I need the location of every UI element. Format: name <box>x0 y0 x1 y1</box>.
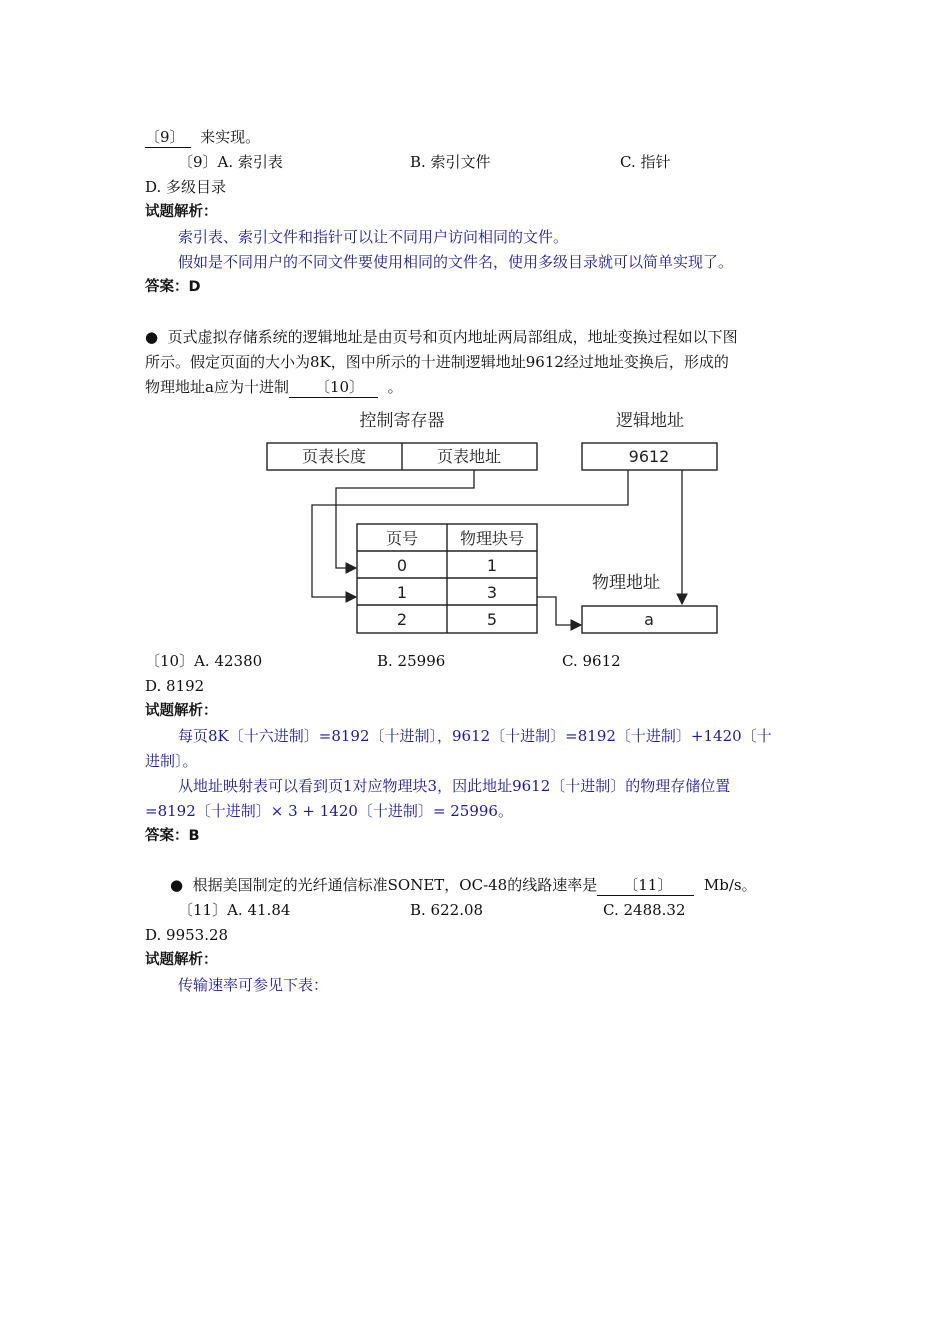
q9-option-d: D. 多级目录 <box>145 178 227 196</box>
q11-options <box>178 898 290 923</box>
logical-address-value: 9612 <box>628 447 670 466</box>
page-table-cell-block-2: 5 <box>486 610 498 629</box>
q11-stem-text: 根据美国制定的光纤通信标准SONET，OC-48的线路速率是 <box>192 876 598 894</box>
q9-stem-rest: 来实现。 <box>200 128 261 146</box>
q10-option-c: C. 9612 <box>562 652 621 670</box>
q9-option-b: B. 索引文件 <box>410 153 491 171</box>
page-table-cell-block-0: 1 <box>486 556 498 575</box>
q9-analysis-label: 试题解析： <box>145 204 218 220</box>
physical-address-title: 物理地址 <box>592 573 660 593</box>
q10-option-a: A. 42380 <box>194 652 263 670</box>
q10-answer: 答案：B <box>145 828 200 844</box>
q11-bullet: ● <box>170 876 184 894</box>
page-table-length-cell: 页表长度 <box>301 447 367 466</box>
page-table-cell-block-1: 3 <box>486 583 498 602</box>
q10-blank: 〔10〕 <box>289 378 378 398</box>
page-table-cell-page-1: 1 <box>396 583 408 602</box>
q11-option-a: A. 41.84 <box>227 901 291 919</box>
q10-stem-text-1: 页式虚拟存储系统的逻辑地址是由页号和页内地址两局部组成，地址变换过程如以下图 <box>167 328 738 346</box>
q9-answer: 答案：D <box>145 279 201 295</box>
q10-stem-text-3: 物理地址a应为十进制 <box>145 378 289 396</box>
q11-blank: 〔11〕 <box>597 876 694 896</box>
logical-address-title: 逻辑地址 <box>616 411 684 431</box>
block-number-arrow <box>537 597 581 625</box>
q9-analysis-line-1: 索引表、索引文件和指针可以让不同用户访问相同的文件。 <box>178 228 569 246</box>
page-table-address-cell: 页表地址 <box>436 447 502 466</box>
q10-stem-line-1 <box>145 325 738 350</box>
q9-blank: 〔9〕 <box>145 128 191 148</box>
q11-stem <box>170 873 757 898</box>
q10-option-d: D. 8192 <box>145 677 205 695</box>
q10-analysis-line-2: 进制〕。 <box>145 752 198 770</box>
q10-analysis-label: 试题解析： <box>145 703 218 719</box>
page-table-cell-page-2: 2 <box>396 610 408 629</box>
q10-stem-line-2: 所示。假定页面的大小为8K，图中所示的十进制逻辑地址9612经过地址变换后，形成的 <box>145 353 729 371</box>
q11-option-c: C. 2488.32 <box>603 901 686 919</box>
q9-analysis-line-2: 假如是不同用户的不同文件要使用相同的文件名，使用多级目录就可以简单实现了。 <box>178 253 734 271</box>
q9-option-c: C. 指针 <box>620 153 671 171</box>
page-table-header-block: 物理块号 <box>459 529 525 548</box>
q10-analysis-line-3: 从地址映射表可以看到页1对应物理块3，因此地址9612〔十进制〕的物理存储位置 <box>178 777 731 795</box>
page-table-cell-page-0: 0 <box>396 556 408 575</box>
q10-options <box>145 649 262 674</box>
q11-option-d: D. 9953.28 <box>145 926 229 944</box>
q10-stem-end: 。 <box>387 378 403 396</box>
q10-analysis-line-4: =8192〔十进制〕× 3 + 1420〔十进制〕= 25996。 <box>145 802 513 820</box>
q9-options-prefix: 〔9〕 <box>178 153 218 171</box>
q11-analysis-label: 试题解析： <box>145 952 218 968</box>
q10-option-b: B. 25996 <box>377 652 446 670</box>
page-table-header-page: 页号 <box>385 529 419 548</box>
physical-address-value: a <box>644 610 654 629</box>
q10-stem-line-3 <box>145 375 403 400</box>
q11-option-b: B. 622.08 <box>410 901 484 919</box>
q10-options-prefix: 〔10〕 <box>145 652 195 670</box>
q9-options <box>178 150 283 175</box>
address-translation-diagram <box>262 402 722 642</box>
control-register-title: 控制寄存器 <box>359 411 445 431</box>
q11-analysis-line-1: 传输速率可参见下表： <box>178 976 329 994</box>
q10-analysis-line-1: 每页8K〔十六进制〕=8192〔十进制〕，9612〔十进制〕=8192〔十进制〕+1420〔十 <box>178 727 772 745</box>
q11-stem-end: Mb/s。 <box>703 876 757 894</box>
q9-option-a: A. 索引表 <box>217 153 283 171</box>
q11-options-prefix: 〔11〕 <box>178 901 228 919</box>
q10-bullet: ● <box>145 328 159 346</box>
q9-stem <box>145 125 260 150</box>
